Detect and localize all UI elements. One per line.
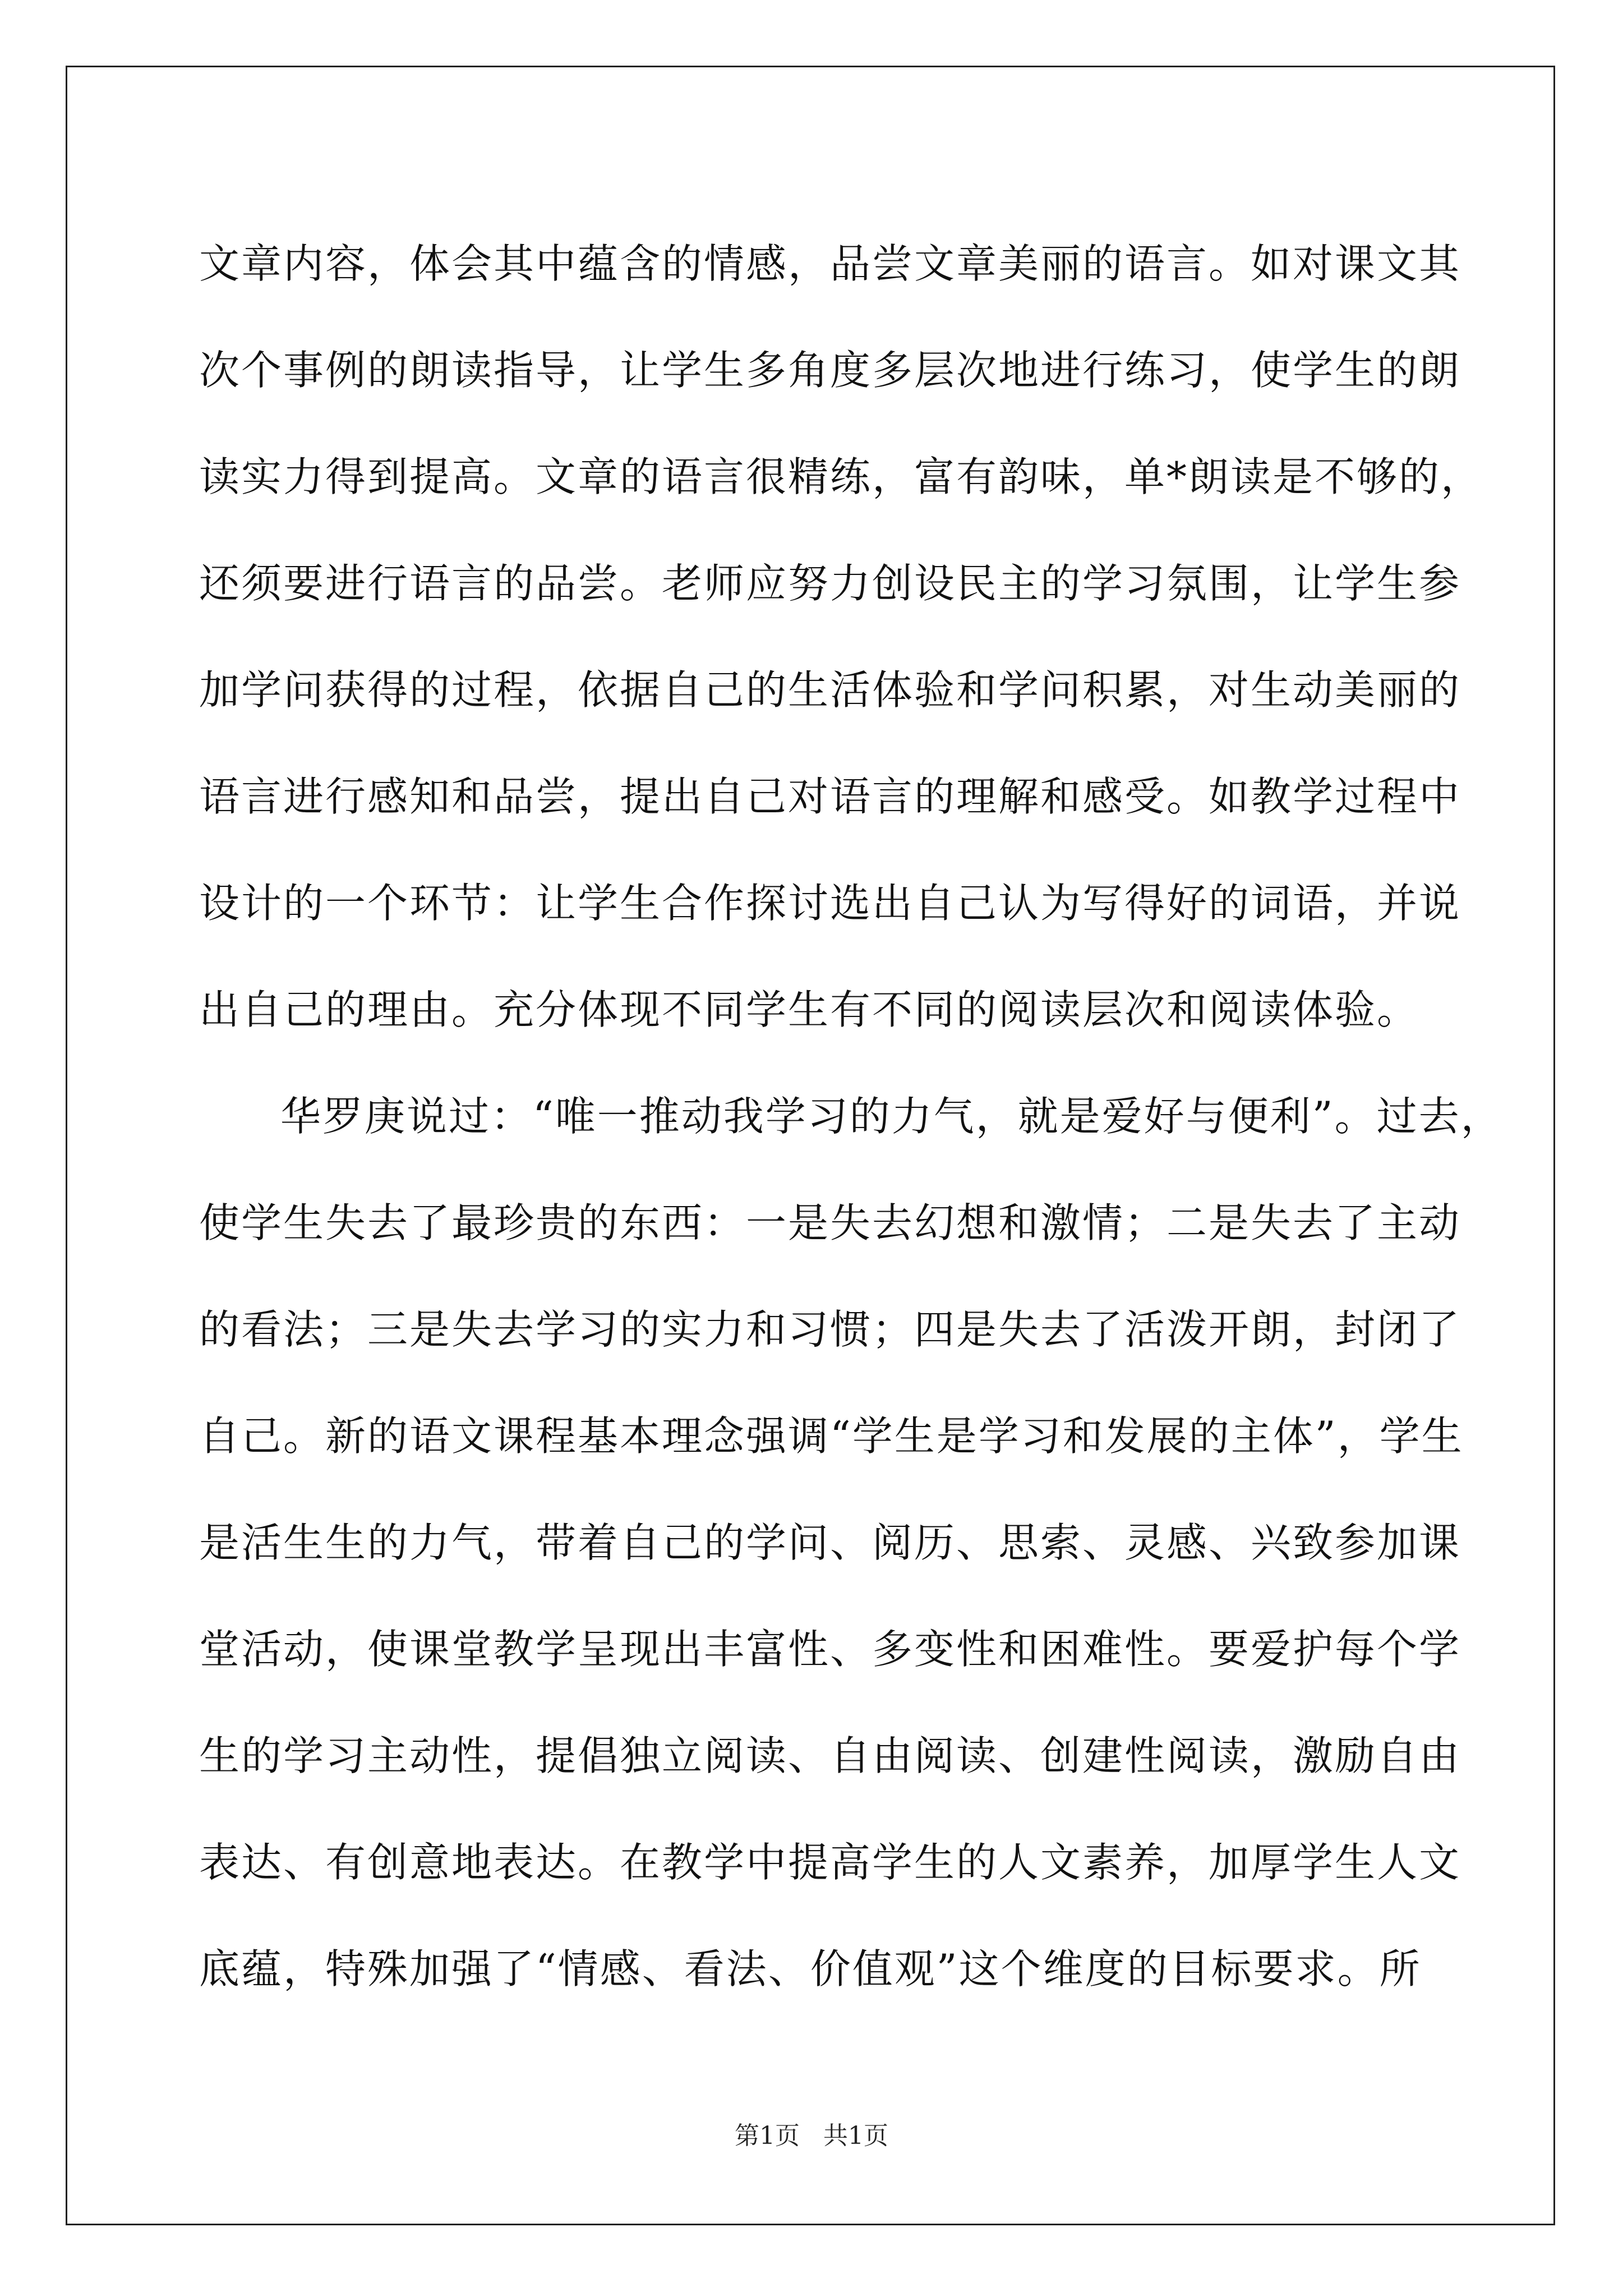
paragraph-start-line: 华罗庚说过：“唯一推动我学习的力气，就是爱好与便利”。过去， <box>280 1093 1503 1140</box>
text-line: 读实力得到提高。文章的语言很精练，富有韵味，单*朗读是不够的， <box>199 453 1483 500</box>
text-line: 出自己的理由。充分体现不同学生有不同的阅读层次和阅读体验。 <box>199 986 1419 1033</box>
text-line: 堂活动，使课堂教学呈现出丰富性、多变性和困难性。要爱护每个学 <box>199 1626 1461 1673</box>
document-body <box>199 210 1503 2022</box>
text-line: 表达、有创意地表达。在教学中提高学生的人文素养，加厚学生人文 <box>199 1839 1461 1886</box>
text-line: 底蕴，特殊加强了“情感、看法、价值观”这个维度的目标要求。所 <box>199 1945 1422 1993</box>
text-line: 次个事例的朗读指导，让学生多角度多层次地进行练习，使学生的朗 <box>199 347 1461 394</box>
text-line: 语言进行感知和品尝，提出自己对语言的理解和感受。如教学过程中 <box>199 773 1461 820</box>
text-line: 的看法；三是失去学习的实力和习惯；四是失去了活泼开朗，封闭了 <box>199 1306 1461 1353</box>
text-line: 自己。新的语文课程基本理念强调“学生是学习和发展的主体”，学生 <box>199 1412 1464 1460</box>
text-line: 使学生失去了最珍贵的东西：一是失去幻想和激情；二是失去了主动 <box>199 1199 1461 1246</box>
text-line: 还须要进行语言的品尝。老师应努力创设民主的学习氛围，让学生参 <box>199 560 1461 607</box>
text-line: 设计的一个环节：让学生合作探讨选出自己认为写得好的词语，并说 <box>199 880 1461 927</box>
text-line: 是活生生的力气，带着自己的学问、阅历、思索、灵感、兴致参加课 <box>199 1519 1461 1566</box>
text-line: 生的学习主动性，提倡独立阅读、自由阅读、创建性阅读，激励自由 <box>199 1732 1461 1779</box>
page-number-footer: 第1页 共1页 <box>735 2122 888 2150</box>
text-line: 加学问获得的过程，依据自己的生活体验和学问积累，对生动美丽的 <box>199 666 1461 714</box>
text-line: 文章内容，体会其中蕴含的情感，品尝文章美丽的语言。如对课文其 <box>199 240 1461 287</box>
